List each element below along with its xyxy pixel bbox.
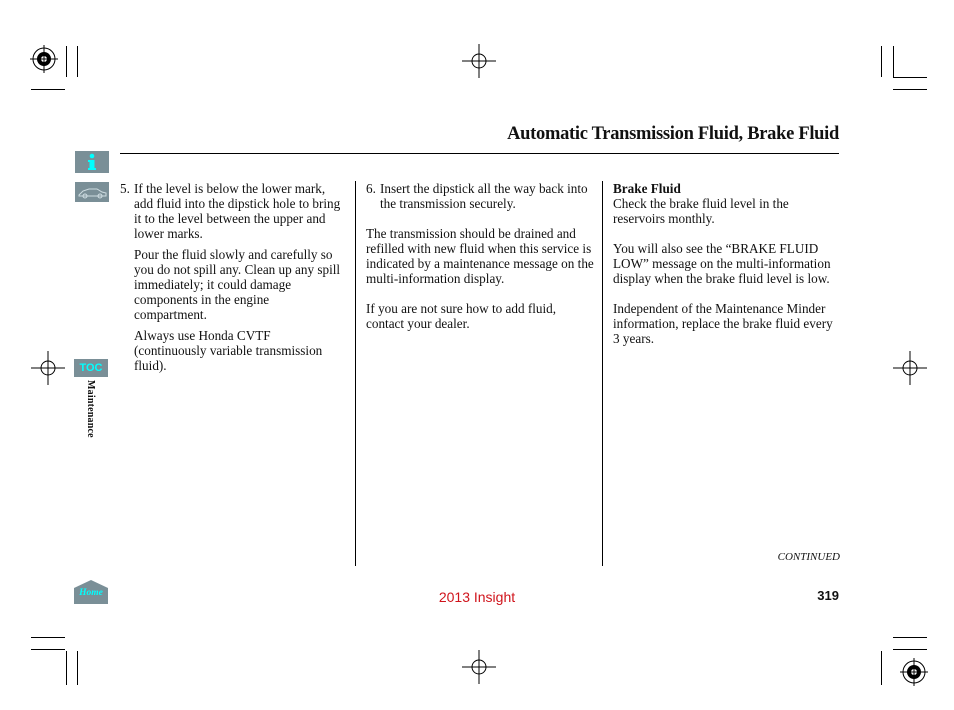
- model-name: 2013 Insight: [438, 589, 516, 605]
- home-button[interactable]: [74, 580, 108, 604]
- crosshair-top-center: [462, 44, 496, 78]
- col1-paragraph-3: Always use Honda CVTF (continuously variable transmission fluid).: [134, 328, 323, 373]
- col1-paragraph-1: If the level is below the lower mark, add fluid into the dipstick hole to bring it to the level between the upper and lower marks.: [134, 181, 341, 241]
- col3-paragraph-3: Independent of the Maintenance Minder information, replace the brake fluid every 3 years.: [613, 301, 833, 346]
- col3-paragraph-2: You will also see the “BRAKE FLUID LOW” message on the multi-information display when the brake fluid level is low.: [613, 241, 831, 286]
- section-label: Maintenance: [85, 380, 96, 438]
- column-divider-1: [355, 181, 356, 566]
- crosshair-bottom-center: [462, 650, 496, 684]
- col2-paragraph-3: If you are not sure how to add fluid, contact your dealer.: [366, 301, 557, 331]
- crosshair-left: [31, 351, 65, 385]
- step-number-5: 5.: [120, 181, 130, 196]
- registration-mark-bottom-right: [900, 658, 928, 686]
- info-icon: [75, 151, 109, 173]
- column-3: [613, 181, 841, 361]
- col1-paragraph-2: Pour the fluid slowly and carefully so you do not spill any. Clean up any spill immediately; it could damage components in the engine compartment.: [134, 247, 341, 322]
- toc-button[interactable]: [74, 359, 108, 377]
- toc-label: TOC: [79, 362, 103, 374]
- home-label: Home: [79, 588, 103, 598]
- vehicle-controls-button[interactable]: [75, 182, 109, 202]
- continued-label: CONTINUED: [777, 551, 840, 563]
- crosshair-right: [893, 351, 927, 385]
- title-rule: [120, 153, 839, 154]
- col3-paragraph-1: Check the brake fluid level in the reservoirs monthly.: [613, 196, 789, 226]
- car-icon: [75, 182, 109, 202]
- column-divider-2: [602, 181, 603, 566]
- info-button[interactable]: [75, 151, 109, 173]
- col2-paragraph-2: The transmission should be drained and refilled with new fluid when this service is indicated by a maintenance message on the multi-information display.: [366, 226, 594, 286]
- col2-paragraph-1: Insert the dipstick all the way back into the transmission securely.: [380, 181, 588, 211]
- page-number: 319: [817, 588, 839, 603]
- brake-fluid-heading: Brake Fluid: [613, 181, 681, 196]
- registration-mark-top-left: [30, 45, 58, 73]
- column-1: [120, 181, 345, 388]
- page-title: Automatic Transmission Fluid, Brake Fluid: [507, 124, 839, 144]
- column-2: [366, 181, 596, 346]
- step-number-6: 6.: [366, 181, 376, 196]
